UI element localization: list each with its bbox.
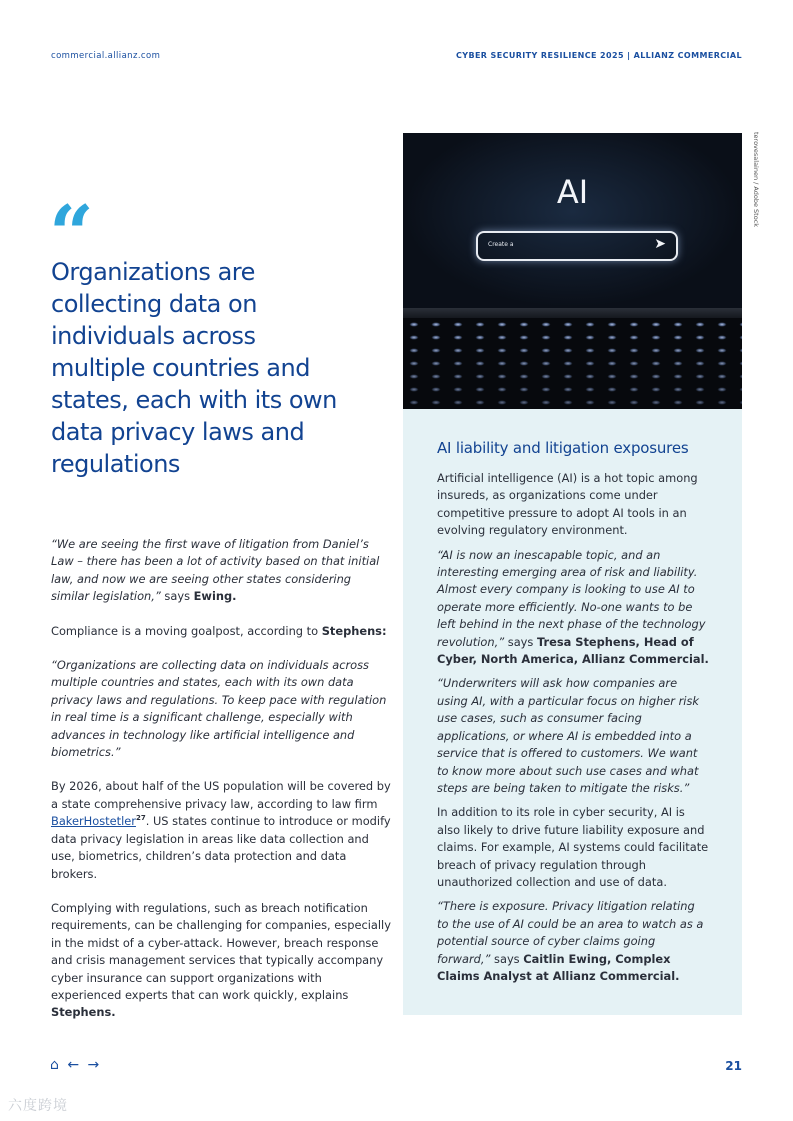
page-number: 21 — [725, 1059, 742, 1073]
sidebar-underwriters-quote: “Underwriters will ask how companies are using AI, with a particular focus on higher risk use cases, such as consumer facing applications, or where AI is embedded into a service that is offered to customers. We want to know more about such use cases and what steps are being taken to mitigate the risks.” — [437, 676, 699, 795]
keyboard-shade — [403, 318, 742, 409]
prompt-box — [476, 231, 678, 261]
report-title: CYBER SECURITY RESILIENCE 2025 | ALLIANZ COMMERCIAL — [455, 51, 742, 60]
ai-laptop-photo — [403, 133, 742, 409]
paragraph-privacy-law: By 2026, about half of the US population will be covered by a state comprehensive privacy law, according to law firm BakerHostetler$^{27}$. US states continue to introduce or modify data privacy legislation in areas like data collection and use, biometrics, children’s data protection and data brokers. — [51, 779, 391, 881]
paragraph-breach-response: Complying with regulations, such as breach notification requirements, can be challenging for companies, especially in the midst of a cyber-attack. However, breach response and crisis management services that typically accompany cyber insurance can support organizations with experienced experts that can work quickly, explains Stephens. — [51, 900, 391, 1020]
prompt-text: Create a — [488, 241, 514, 248]
bakerhostetler-link[interactable]: BakerHostetler — [51, 814, 136, 829]
laptop-bezel — [403, 308, 742, 318]
quote-mark-icon: “ — [49, 189, 94, 280]
footnote-ref[interactable]: 27 — [135, 814, 146, 823]
photo-credit: terovesalainen / Adobe Stock — [752, 132, 760, 228]
website-url: commercial.allianz.com — [51, 51, 161, 61]
page-navigation — [50, 1057, 103, 1073]
left-column — [51, 536, 391, 1039]
sidebar-stephens-quote: “AI is now an inescapable topic, and an interesting emerging area of risk and liability. Almost every company is looking to use AI to operate more efficiently. No-one wants to be left behind in the next phase of the technology revolution,” says Tresa Stephens, Head of Cyber, North America, Allianz Commercial. — [437, 547, 709, 667]
pull-quote: Organizations are collecting data on individuals across multiple countries and states, each with its own data privacy laws and regulations — [51, 258, 337, 478]
arrow-right-icon[interactable]: → — [87, 1057, 100, 1073]
home-icon[interactable]: ⌂ — [50, 1057, 59, 1073]
laptop-screen — [403, 133, 742, 308]
sidebar-title: AI liability and litigation exposures — [437, 439, 689, 457]
sidebar-intro: Artificial intelligence (AI) is a hot topic among insureds, as organizations come under competitive pressure to adopt AI tools in an evolving regulatory environment. — [437, 471, 698, 538]
watermark-logo: 六度跨境 — [8, 1098, 68, 1114]
screen-ai-text: AI — [556, 173, 589, 211]
send-arrow-icon: ➤ — [654, 236, 666, 252]
sidebar-ewing-quote: “There is exposure. Privacy litigation relating to the use of AI could be an area to watch as a potential source of cyber claims going forward,” says Caitlin Ewing, Complex Claims Analyst at Allianz Commercial. — [437, 899, 704, 983]
sidebar-liability-paragraph: In addition to its role in cyber security, AI is also likely to drive future liability exposure and claims. For example, AI systems could facilitate breach of privacy regulation through unauthorized collection and use of data. — [437, 805, 709, 889]
paragraph-compliance: Compliance is a moving goalpost, according to Stephens: — [51, 623, 387, 638]
paragraph-ewing-quote: “We are seeing the first wave of litigation from Daniel’s Law – there has been a lot of activity based on that initial law, and now we are seeing other states considering similar legislation,” says Ewing. — [51, 537, 380, 604]
paragraph-stephens-quote: “Organizations are collecting data on individuals across multiple countries and states, each with its own data privacy laws and regulations. To keep pace with regulation in real time is a significant challenge, especially with advances in technology like artificial intelligence and biometrics.” — [51, 658, 387, 760]
ai-sidebar-box — [403, 409, 742, 1015]
arrow-left-icon[interactable]: ← — [67, 1057, 80, 1073]
